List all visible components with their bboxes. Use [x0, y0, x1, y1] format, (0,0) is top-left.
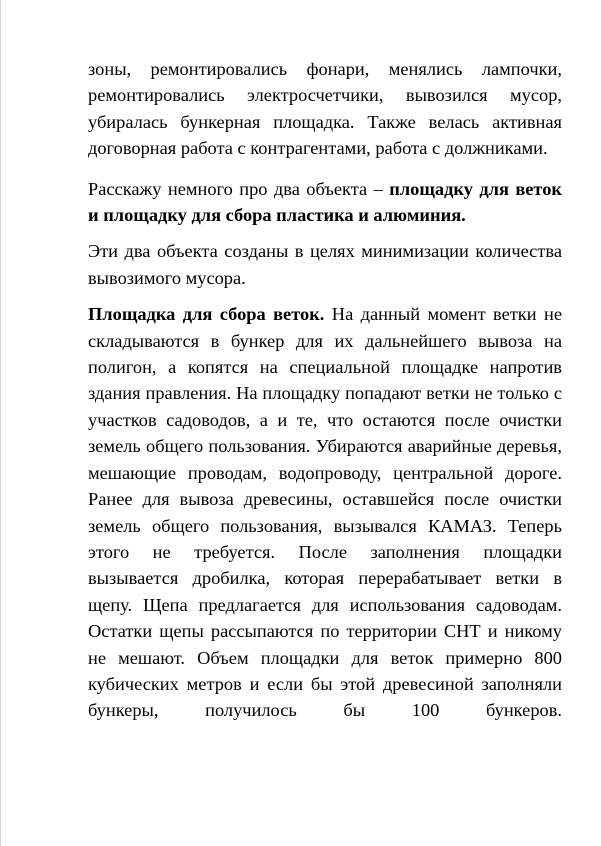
paragraph-purpose: [88, 238, 562, 291]
paragraph-branches-site: [88, 301, 562, 724]
paragraph-text: Эти два объекта созданы в целях минимизации количества вывозимого мусора.: [88, 241, 562, 288]
paragraph-text: зоны, ремонтировались фонари, менялись лампочки, ремонтировались электросчетчики, вывозился мусор, убиралась бункерная площадка. Также велась активная договорная работа с контрагентами, работа с должниками.: [88, 59, 562, 159]
paragraph-maintenance: [88, 56, 562, 162]
paragraph-text: На данный момент ветки не складываются в бункер для их дальнейшего вывоза на полигон, а копятся на специальной площадке напротив здания правления. На площадку попадают ветки не только с участков садоводов, а и те, что остаются после очистки земель общего пользования. Убираются аварийные деревья, мешающие проводам, водопроводу, центральной дороге. Ранее для вывоза древесины, оставшейся после очистки земель общего пользования, вызывался КАМАЗ. Теперь этого не требуется. После заполнения площадки вызывается дробилка, которая перерабатывает ветки в щепу. Щепа предлагается для использования садоводам. Остатки щепы рассыпаются по территории СНТ и никому не мешают. Объем площадки для веток примерно 800 кубических метров и если бы этой древесиной заполняли бункеры, получилось бы 100 бункеров.: [88, 304, 562, 721]
paragraph-two-objects: [88, 176, 562, 229]
paragraph-text: Расскажу немного про два объекта –: [88, 178, 390, 199]
document-body: [88, 56, 562, 724]
paragraph-heading-bold: Площадка для сбора веток.: [88, 304, 325, 325]
paragraph-bold-text: площадку для веток и площадку для сбора пластика и алюминия.: [88, 178, 562, 226]
